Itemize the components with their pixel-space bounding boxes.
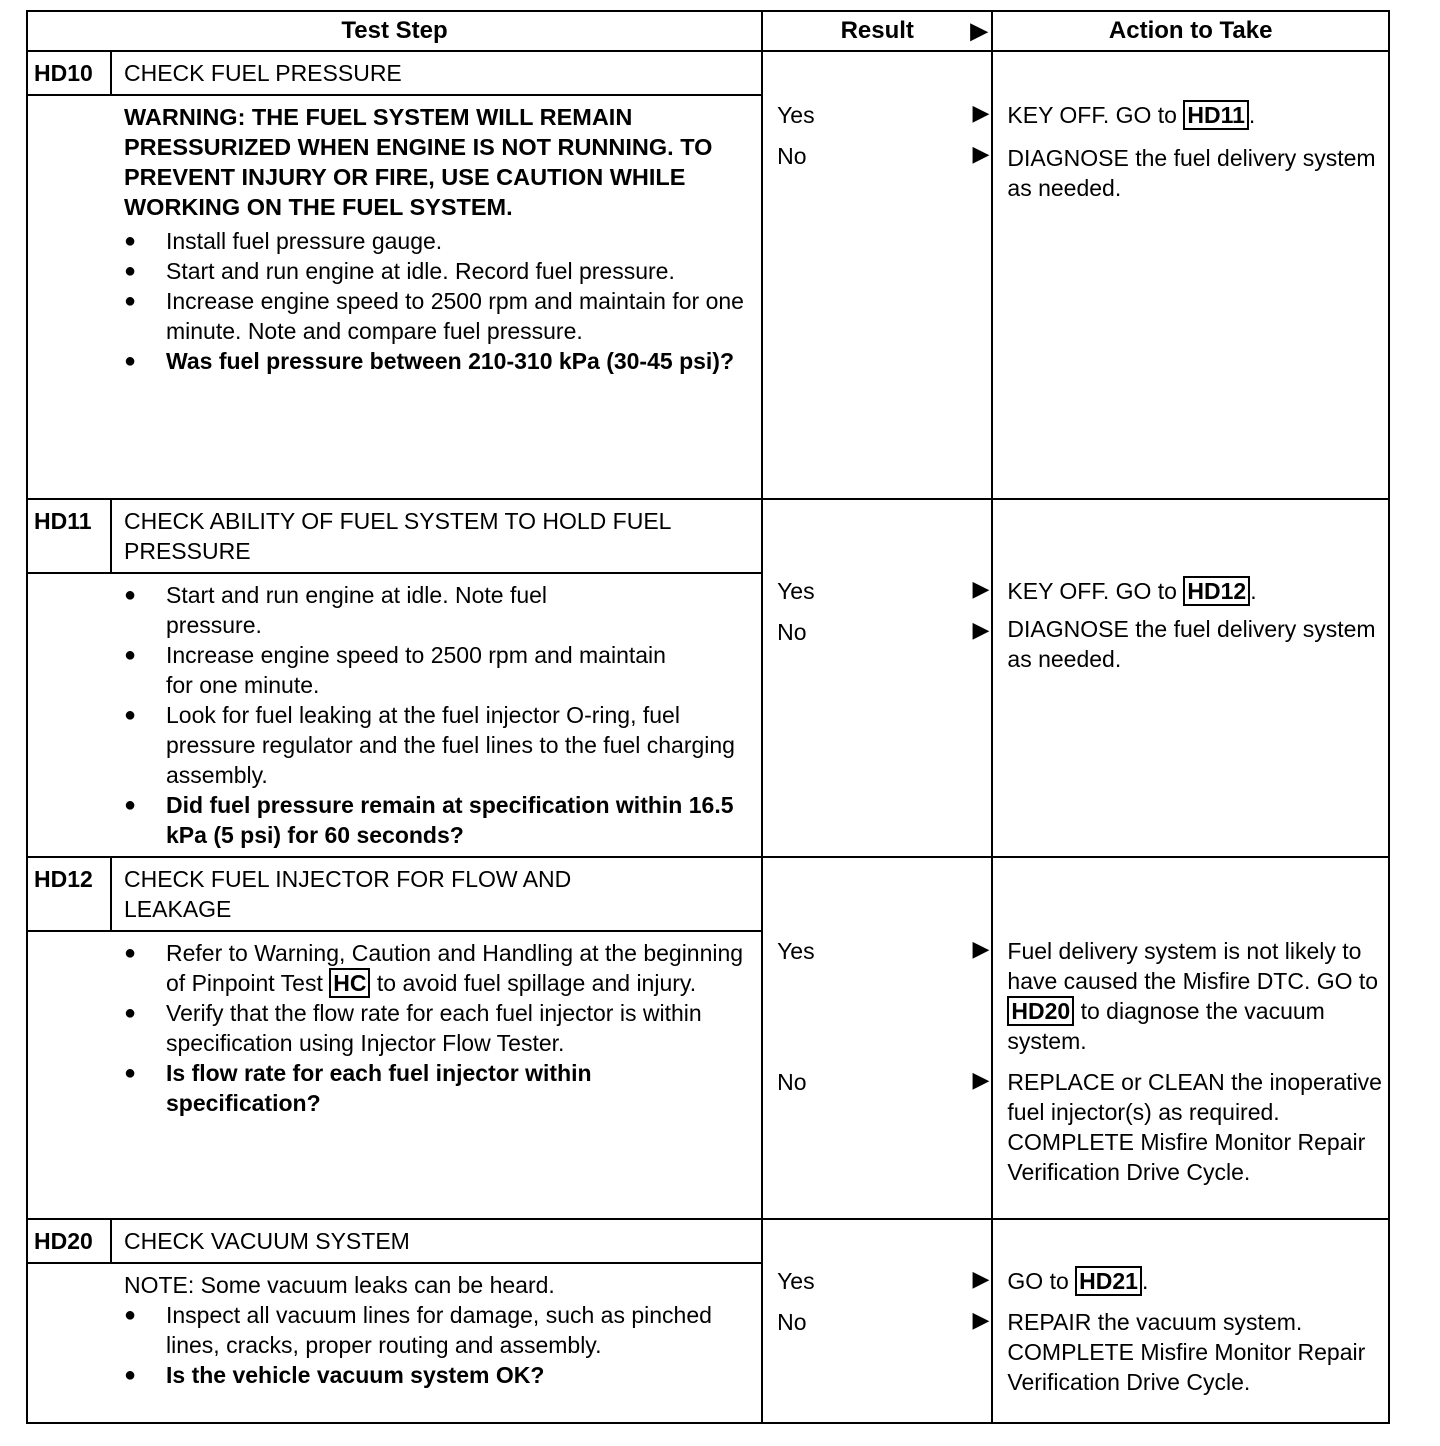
step-id: HD12 [28,858,112,930]
action-no: REPLACE or CLEAN the inoperative fuel injector(s) as required. COMPLETE Misfire Monitor Repair Verification Drive Cycle. [1007,1069,1382,1185]
step-bullets [124,226,749,376]
action-text: to diagnose the vacuum system. [1007,998,1325,1054]
action-cell [992,51,1389,499]
step-title: CHECK VACUUM SYSTEM [124,1228,410,1254]
result-no: No [777,1309,807,1335]
list-item: ● Start and run engine at idle. Note fuel pressure. [124,580,749,640]
result-yes: Yes [777,1268,815,1294]
arrow-icon: ▶ [972,576,990,601]
list-item: ● Start and run engine at idle. Record fuel pressure. [124,256,749,286]
action-no: REPAIR the vacuum system. COMPLETE Misfire Monitor Repair Verification Drive Cycle. [1007,1309,1366,1395]
step-reference-hd11[interactable]: HD11 [1183,100,1249,130]
result-cell [762,51,992,499]
test-step-cell [27,1219,762,1423]
step-reference-hd20[interactable]: HD20 [1007,996,1074,1026]
step-id: HD20 [28,1220,112,1262]
test-step-cell [27,857,762,1219]
step-title: CHECK ABILITY OF FUEL SYSTEM TO HOLD FUEL PRESSURE [124,508,671,564]
action-text: KEY OFF. GO to [1007,578,1184,604]
test-step-cell [27,499,762,857]
result-cell [762,857,992,1219]
action-yes [1007,936,1382,1056]
arrow-icon: ▶ [972,100,990,125]
action-text: GO to [1007,1268,1076,1294]
list-item: ● Install fuel pressure gauge. [124,226,749,256]
note-text: NOTE: Some vacuum leaks can be heard. [124,1272,555,1298]
step-title: CHECK FUEL INJECTOR FOR FLOW AND LEAKAGE [124,866,572,922]
result-yes: Yes [777,938,815,964]
action-yes [1007,576,1382,606]
action-text: KEY OFF. GO to [1007,102,1184,128]
header-result-label: Result [840,17,914,44]
step-id: HD10 [28,52,112,94]
result-yes: Yes [777,578,815,604]
pinpoint-test-table [26,10,1390,1424]
step-question: ● Did fuel pressure remain at specification within 16.5 kPa (5 psi) for 60 seconds? [124,790,749,850]
step-question: ● Is the vehicle vacuum system OK? [124,1360,749,1390]
list-item: ● Verify that the flow rate for each fuel injector is within specification using Injector Flow Tester. [124,998,749,1058]
table-header-row [27,11,1389,51]
arrow-icon: ▶ [972,617,990,642]
header-action: Action to Take [992,11,1389,51]
step-reference-hd21[interactable]: HD21 [1075,1266,1142,1296]
step-question: ● Was fuel pressure between 210-310 kPa (30-45 psi)? [124,346,749,376]
step-question: ● Is flow rate for each fuel injector within specification? [124,1058,749,1118]
step-row-hd11 [27,499,1389,857]
arrow-icon: ▶ [970,18,988,43]
action-text: Fuel delivery system is not likely to have caused the Misfire DTC. GO to [1007,938,1379,994]
action-yes [1007,1266,1382,1296]
action-no: DIAGNOSE the fuel delivery system as needed. [1007,616,1376,672]
action-text: . [1250,578,1257,604]
pinpoint-test-reference-hc[interactable]: HC [329,968,370,998]
step-row-hd10 [27,51,1389,499]
list-item: ● Increase engine speed to 2500 rpm and maintain for one minute. [124,640,749,700]
step-id: HD11 [28,500,112,572]
step-bullets [124,938,749,1118]
action-cell [992,857,1389,1219]
action-no: DIAGNOSE the fuel delivery system as needed. [1007,145,1376,201]
bullet-text: to avoid fuel spillage and injury. [370,970,697,996]
list-item: ● Increase engine speed to 2500 rpm and maintain for one minute. Note and compare fuel pressure. [124,286,749,346]
arrow-icon: ▶ [972,1307,990,1332]
header-result [762,11,992,51]
result-no: No [777,619,807,645]
arrow-icon: ▶ [972,1067,990,1092]
test-step-cell [27,51,762,499]
step-title: CHECK FUEL PRESSURE [124,60,402,86]
arrow-icon: ▶ [972,141,990,166]
warning-text: WARNING: THE FUEL SYSTEM WILL REMAIN PRESSURIZED WHEN ENGINE IS NOT RUNNING. TO PREVENT INJURY OR FIRE, USE CAUTION WHILE WORKING ON THE FUEL SYSTEM. [124,104,713,220]
result-no: No [777,1069,807,1095]
step-bullets [124,1300,749,1390]
step-bullets [124,580,749,850]
result-cell [762,1219,992,1423]
arrow-icon: ▶ [972,936,990,961]
list-item: ● Inspect all vacuum lines for damage, such as pinched lines, cracks, proper routing and assembly. [124,1300,749,1360]
header-test-step: Test Step [27,11,762,51]
list-item [124,938,749,998]
action-cell [992,1219,1389,1423]
result-yes: Yes [777,102,815,128]
arrow-icon: ▶ [972,1266,990,1291]
bullet-text: Refer to Warning, Caution and Handling at the beginning of Pinpoint Test [166,940,744,996]
step-row-hd12 [27,857,1389,1219]
list-item: ● Look for fuel leaking at the fuel injector O-ring, fuel pressure regulator and the fuel lines to the fuel charging assembly. [124,700,749,790]
pinpoint-test-table-page [26,10,1390,1424]
step-reference-hd12[interactable]: HD12 [1183,576,1250,606]
result-cell [762,499,992,857]
step-row-hd20 [27,1219,1389,1423]
result-no: No [777,143,807,169]
action-cell [992,499,1389,857]
action-yes [1007,100,1382,130]
action-text: . [1141,1268,1149,1294]
action-text: . [1248,102,1256,128]
